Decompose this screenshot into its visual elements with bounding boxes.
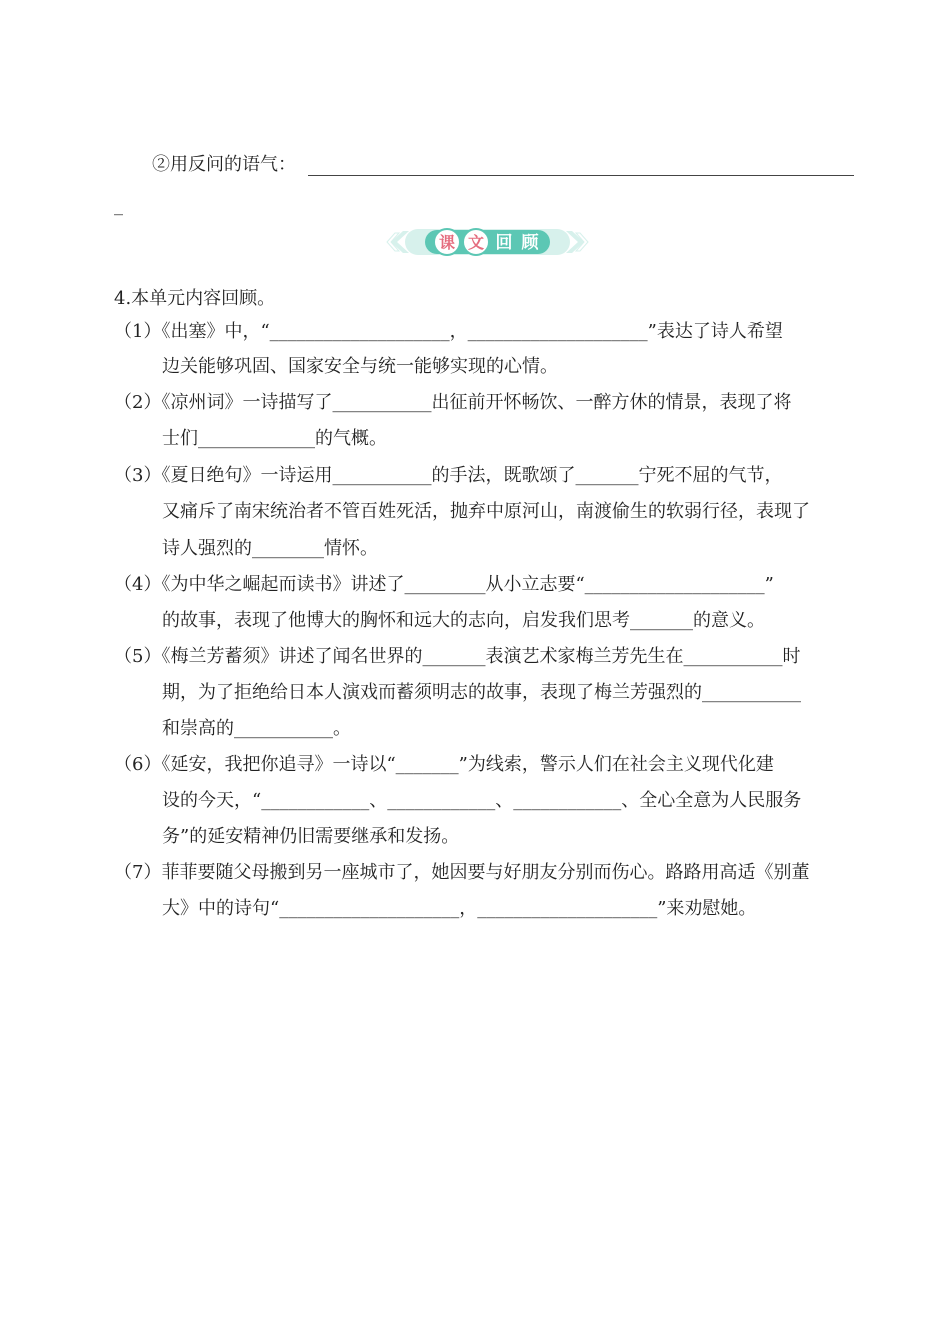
question-line: 务”的延安精神仍旧需要继承和发扬。 [162, 826, 460, 847]
question-line: （2）《凉州词》一诗描写了___________出征前开怀畅饮、一醉方休的情景，表现了将 [114, 392, 792, 413]
question-line: 的故事，表现了他博大的胸怀和远大的志向，启发我们思考_______的意义。 [162, 610, 765, 631]
question-line: 大》中的诗句“____________________，____________________”来劝慰她。 [162, 898, 757, 919]
question-line: 边关能够巩固、国家安全与统一能够实现的心情。 [162, 356, 558, 377]
question-line: （6）《延安，我把你追寻》一诗以“_______”为线索，警示人们在社会主义现代化建 [114, 754, 774, 775]
question-line: 设的今天，“____________、____________、____________、全心全意为人民服务 [162, 790, 802, 811]
question-line: （3）《夏日绝句》一诗运用___________的手法，既歌颂了_______宁死不屈的气节， [114, 465, 783, 486]
question-line: 士们_____________的气概。 [162, 428, 387, 449]
question-line: 诗人强烈的________情怀。 [162, 538, 378, 559]
sub-item-label: ②用反问的语气： [152, 154, 296, 175]
question-title: 4.本单元内容回顾。 [114, 288, 276, 309]
answer-continuation-dash: _ [114, 195, 123, 216]
question-line: （7）菲菲要随父母搬到另一座城市了，她因要与好朋友分别而伤心。路路用高适《别董 [114, 862, 810, 883]
banner-char-2: 文 [467, 233, 485, 252]
question-line: （1）《出塞》中，“____________________，____________________”表达了诗人希望 [114, 321, 783, 342]
banner-char-1: 课 [438, 233, 456, 252]
question-line: （5）《梅兰芳蓄须》讲述了闻名世界的_______表演艺术家梅兰芳先生在___________时 [114, 646, 801, 667]
banner-char-3: 回 [495, 233, 513, 253]
answer-blank-line[interactable] [308, 175, 854, 176]
banner-char-4: 顾 [521, 233, 539, 253]
section-banner [385, 225, 590, 259]
question-line: （4）《为中华之崛起而读书》讲述了_________从小立志要“____________________” [114, 574, 774, 595]
question-line: 期，为了拒绝给日本人演戏而蓄须明志的故事，表现了梅兰芳强烈的___________ [162, 682, 801, 703]
question-line: 又痛斥了南宋统治者不管百姓死活，抛弃中原河山，南渡偷生的软弱行径，表现了 [162, 501, 810, 522]
question-line: 和崇高的___________。 [162, 718, 351, 739]
